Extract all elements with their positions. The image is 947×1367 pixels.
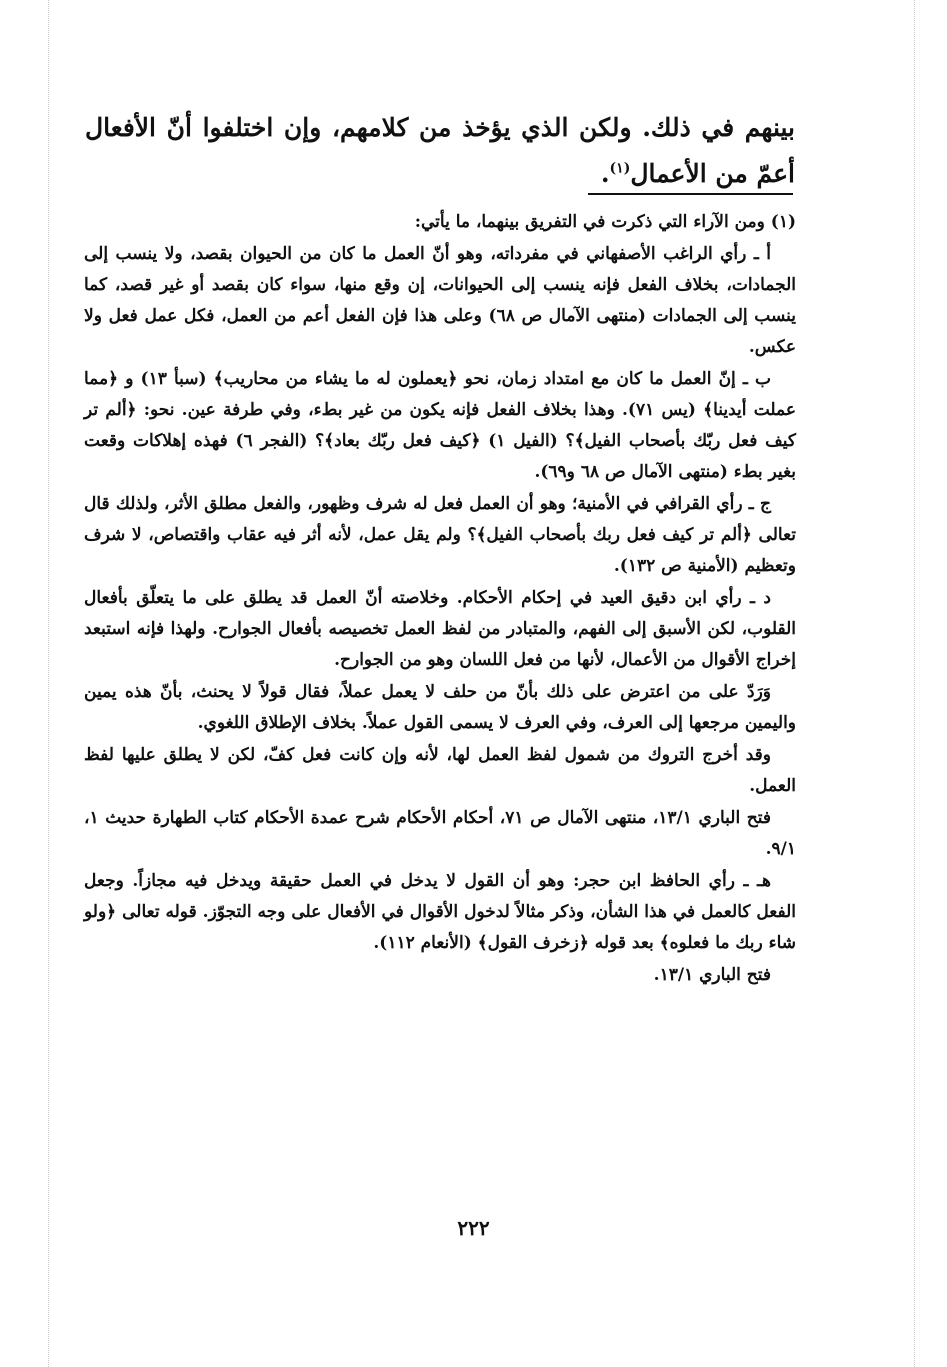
footnote-intro: (١) ومن الآراء التي ذكرت في التفريق بينهما، ما يأتي:	[414, 212, 796, 232]
footnote-item-alif: أ ـ رأي الراغب الأصفهاني في مفرداته، وهو أنّ العمل ما كان من الحيوان بقصد، ولا ينسب إلى الجمادات، بخلاف الفعل فإنه ينسب إلى الحيوانات، إن وقع منها، سواء كان بقصد أو غير قصد، كما ينسب إلى الجمادات (منتهى الآمال ص ٦٨) وعلى هذا فإن الفعل أعم من العمل، فكل عمل فعل ولا عكس.	[84, 244, 796, 357]
scan-guide-left	[48, 0, 49, 1367]
scan-guide-right	[914, 0, 915, 1367]
footnote-separator	[588, 193, 793, 195]
footnote-item-dal-reply: وَرَدّ على من اعترض على ذلك بأنّ من حلف لا يعمل عملاً، فقال قولاً لا يحنث، بأنّ هذه يمين واليمين مرجعها إلى العرف، وفي العرف لا يسمى القول عملاً. بخلاف الإطلاق اللغوي.	[84, 682, 796, 733]
footnote-item-ba: ب ـ إنّ العمل ما كان مع امتداد زمان، نحو ﴿يعملون له ما يشاء من محاريب﴾ (سبأ ١٣) و ﴿مما عملت أيدينا﴾ (يس ٧١). وهذا بخلاف الفعل فإنه يكون من غير بطء، وفي طرفة عين. نحو: ﴿ألم تر كيف فعل ربّك بأصحاب الفيل﴾؟ (الفيل ١) ﴿كيف فعل ربّك بعاد﴾؟ (الفجر ٦) فهذه إهلاكات وقعت بغير بطء (منتهى الآمال ص ٦٨ و٦٩).	[84, 369, 796, 482]
footnote-item-dal-turuk: وقد أخرج التروك من شمول لفظ العمل لها، لأنه وإن كانت فعل كفّ، لكن لا يطلق عليها لفظ العمل.	[84, 745, 796, 796]
footnote-item-ha: هـ ـ رأي الحافظ ابن حجر: وهو أن القول لا يدخل في العمل حقيقة ويدخل فيه مجازاً. وجعل الفعل كالعمل في هذا الشأن، وذكر مثالاً لدخول الأقوال في الأفعال على وجه التجوّز. قوله تعالى ﴿ولو شاء ربك ما فعلوه﴾ بعد قوله ﴿زخرف القول﴾ (الأنعام ١١٢).	[84, 871, 796, 953]
main-paragraph	[85, 105, 795, 197]
footnotes-section	[84, 207, 796, 992]
footnote-item-jim: ج ـ رأي القرافي في الأمنية؛ وهو أن العمل فعل له شرف وظهور، والفعل مطلق الأثر، ولذلك قال تعالى ﴿ألم تر كيف فعل ربك بأصحاب الفيل﴾؟ ولم يقل عمل، لأنه أثر فيه عقاب واقتصاص، لا شرف وتعظيم (الأمنية ص ١٣٢).	[84, 494, 796, 576]
page-number: ٢٢٢	[457, 1216, 490, 1240]
footnote-marker: (١)	[609, 160, 631, 177]
main-paragraph-text: بينهم في ذلك. ولكن الذي يؤخذ من كلامهم، وإن اختلفوا أنّ الأفعال أعمّ من الأعمال	[85, 113, 795, 188]
footnote-item-dal: د ـ رأي ابن دقيق العيد في إحكام الأحكام. وخلاصته أنّ العمل قد يطلق على ما يتعلّق بأفعال القلوب، لكن الأسبق إلى الفهم، والمتبادر من لفظ العمل تخصيصه بأفعال الجوارح. ولهذا فإنه استبعد إخراج الأقوال من الأعمال، لأنها من فعل اللسان وهو من الجوارح.	[84, 588, 796, 670]
footnote-item-ha-refs: فتح الباري ١٣/١.	[653, 965, 771, 985]
footnote-item-dal-refs: فتح الباري ١٣/١، منتهى الآمال ص ٧١، أحكام الأحكام شرح عمدة الأحكام كتاب الطهارة حديث ١، ٩/١.	[84, 808, 796, 859]
main-paragraph-end: .	[600, 159, 610, 188]
